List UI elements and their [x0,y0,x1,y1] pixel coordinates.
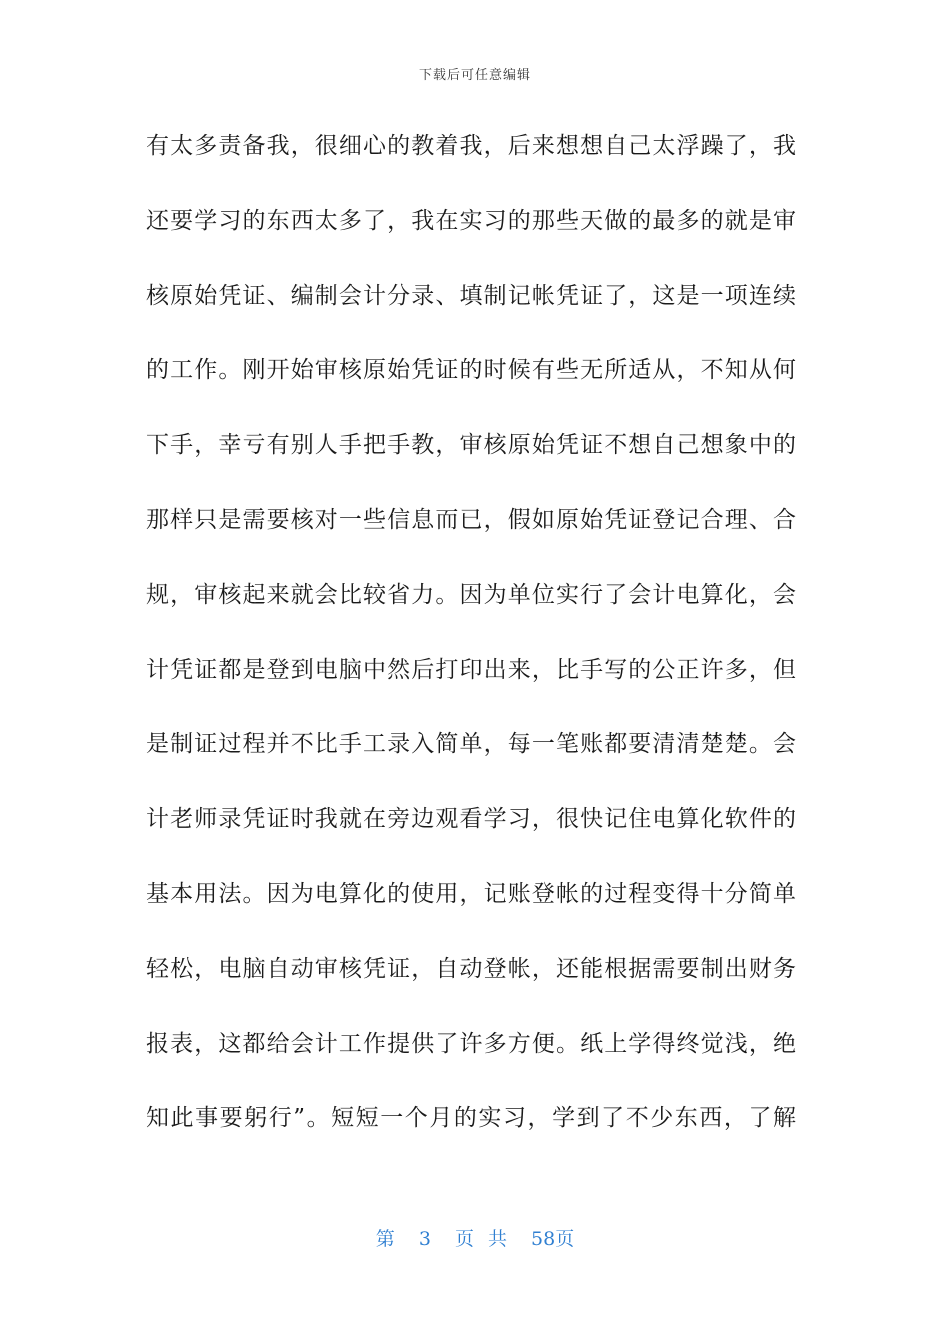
text-line: 还要学习的东西太多了，我在实习的那些天做的最多的就是审 [146,207,796,234]
text-line: 计老师录凭证时我就在旁边观看学习，很快记住电算化软件的 [146,806,796,833]
text-line: 报表，这都给会计工作提供了许多方便。纸上学得终觉浅，绝 [146,1030,796,1057]
text-line: 计凭证都是登到电脑中然后打印出来，比手写的公正许多，但 [146,656,796,683]
text-line: 基本用法。因为电算化的使用，记账登帐的过程变得十分简单 [146,880,796,907]
text-line: 下手，幸亏有别人手把手教，审核原始凭证不想自己想象中的 [146,432,796,459]
footer-middle: 页 共 [454,1228,507,1250]
text-line: 有太多责备我，很细心的教着我，后来想想自己太浮躁了，我 [146,133,796,159]
text-line: 核原始凭证、编制会计分录、填制记帐凭证了，这是一项连续 [146,282,796,309]
text-line: 的工作。刚开始审核原始凭证的时候有些无所适从，不知从何 [146,357,796,384]
text-line: 是制证过程并不比手工录入简单，每一笔账都要清清楚楚。会 [146,731,796,758]
text-line: 规，审核起来就会比较省力。因为单位实行了会计电算化，会 [146,581,796,608]
text-line: 轻松，电脑自动审核凭证，自动登帐，还能根据需要制出财务 [146,955,796,982]
current-page-number: 3 [418,1228,431,1250]
footer-prefix: 第 [375,1228,395,1250]
text-line: 知此事要躬行”。短短一个月的实习，学到了不少东西，了解 [146,1105,796,1132]
page-header-note: 下载后可任意编辑 [418,68,531,83]
document-body [146,118,796,1165]
text-line: 那样只是需要核对一些信息而已，假如原始凭证登记合理、合 [146,506,796,533]
total-pages: 58页 [531,1228,575,1250]
page-footer [0,1224,950,1251]
